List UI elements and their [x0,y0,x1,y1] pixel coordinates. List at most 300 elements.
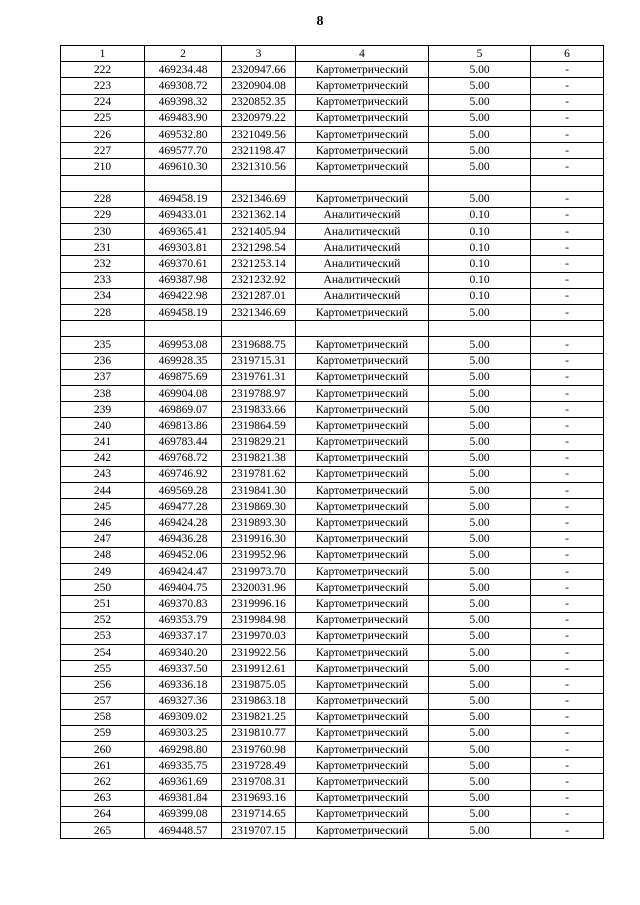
table-cell: 2321346.69 [222,191,296,207]
table-cell: 257 [61,693,145,709]
table-cell: 229 [61,207,145,223]
table-cell: - [531,580,604,596]
table-cell: - [531,823,604,839]
table-cell: - [531,774,604,790]
table-cell: 5.00 [429,159,531,175]
table-cell: 227 [61,143,145,159]
table-cell: 469399.08 [145,806,222,822]
table-cell: - [531,693,604,709]
table-cell: 232 [61,256,145,272]
column-header: 1 [61,46,145,62]
table-cell: - [531,742,604,758]
table-cell: 231 [61,240,145,256]
table-row [61,272,604,288]
table-cell: - [531,418,604,434]
table-cell: 252 [61,612,145,628]
table-cell: 469303.81 [145,240,222,256]
table-row [61,531,604,547]
table-cell: 263 [61,790,145,806]
table-row [61,126,604,142]
table-cell: 241 [61,434,145,450]
table-cell: - [531,288,604,304]
table-cell: Картометрический [296,531,429,547]
table-cell [145,175,222,191]
table-cell: 5.00 [429,466,531,482]
table-cell: - [531,62,604,78]
table-cell: 244 [61,483,145,499]
table-cell: 236 [61,353,145,369]
table-cell: 469370.83 [145,596,222,612]
table-cell: 2319841.30 [222,483,296,499]
table-cell: 469448.57 [145,823,222,839]
table-cell: 5.00 [429,402,531,418]
table-cell: 240 [61,418,145,434]
table-cell: 5.00 [429,774,531,790]
table-row [61,207,604,223]
table-cell: 0.10 [429,256,531,272]
table-cell: 262 [61,774,145,790]
page-number: 8 [316,14,324,29]
table-cell: - [531,434,604,450]
table-row [61,644,604,660]
table-cell: 469337.50 [145,661,222,677]
table-cell: 469327.36 [145,693,222,709]
table-cell: 245 [61,499,145,515]
column-header: 5 [429,46,531,62]
table-cell: - [531,402,604,418]
table-cell: 2319833.66 [222,402,296,418]
table-cell: 238 [61,385,145,401]
table-row [61,564,604,580]
table-cell: 469336.18 [145,677,222,693]
table-cell: Картометрический [296,402,429,418]
table-cell: 2319916.30 [222,531,296,547]
table-cell: 223 [61,78,145,94]
table-cell: - [531,78,604,94]
table-cell: Картометрический [296,693,429,709]
table-cell: 469433.01 [145,207,222,223]
table-cell: - [531,272,604,288]
table-cell: Аналитический [296,240,429,256]
table-row [61,628,604,644]
table-cell: Картометрический [296,677,429,693]
table-cell: 5.00 [429,612,531,628]
table-cell: 260 [61,742,145,758]
table-cell: 469424.28 [145,515,222,531]
table-cell: 469813.86 [145,418,222,434]
table-cell: 5.00 [429,742,531,758]
table-cell: 5.00 [429,644,531,660]
table-cell: Картометрический [296,385,429,401]
table-row [61,143,604,159]
table-cell: - [531,806,604,822]
table-cell: 265 [61,823,145,839]
table-cell: - [531,143,604,159]
table-cell: 5.00 [429,418,531,434]
column-header: 6 [531,46,604,62]
table-cell: 469365.41 [145,224,222,240]
table-cell: Картометрический [296,126,429,142]
table-cell: 2319829.21 [222,434,296,450]
table-cell: 469298.80 [145,742,222,758]
table-row [61,191,604,207]
table-cell: 0.10 [429,240,531,256]
table-cell: 469577.70 [145,143,222,159]
table-cell: 469381.84 [145,790,222,806]
table-cell: 2319912.61 [222,661,296,677]
table-cell: 5.00 [429,758,531,774]
table-cell: 249 [61,564,145,580]
table-cell [531,175,604,191]
table-cell: 5.00 [429,305,531,321]
table-row [61,547,604,563]
table-row [61,369,604,385]
table-cell: - [531,612,604,628]
table-cell: 2319973.70 [222,564,296,580]
table-cell: 242 [61,450,145,466]
table-cell: 469308.72 [145,78,222,94]
table-cell: 251 [61,596,145,612]
table-cell: Картометрический [296,790,429,806]
table-cell: - [531,515,604,531]
table-cell: 5.00 [429,823,531,839]
table-row [61,790,604,806]
table-cell: 222 [61,62,145,78]
table-cell: Аналитический [296,272,429,288]
table-cell: 2319984.98 [222,612,296,628]
table-cell: 5.00 [429,725,531,741]
table-cell: Картометрический [296,580,429,596]
table-cell: 2321232.92 [222,272,296,288]
table-row [61,62,604,78]
table-cell: - [531,126,604,142]
table-cell: - [531,466,604,482]
table-cell: 2319869.30 [222,499,296,515]
table-cell: - [531,191,604,207]
table-cell: Аналитический [296,256,429,272]
table-cell: Картометрический [296,612,429,628]
table-cell: 2319863.18 [222,693,296,709]
table-row [61,321,604,337]
table-cell: 2320947.66 [222,62,296,78]
table-cell: - [531,661,604,677]
table-cell: Картометрический [296,466,429,482]
table-cell: 2320904.08 [222,78,296,94]
table-cell: 469309.02 [145,709,222,725]
table-row [61,256,604,272]
table-cell [222,321,296,337]
table-cell: 2321198.47 [222,143,296,159]
table-cell: 239 [61,402,145,418]
table-cell: 2319715.31 [222,353,296,369]
table-cell: 255 [61,661,145,677]
table-cell: 469398.32 [145,94,222,110]
table-cell: 2319875.05 [222,677,296,693]
table-cell: 2319714.65 [222,806,296,822]
table-cell: Картометрический [296,62,429,78]
table-cell: 5.00 [429,596,531,612]
table-row [61,434,604,450]
table-cell: Картометрический [296,353,429,369]
table-row [61,612,604,628]
table-cell: 2321287.01 [222,288,296,304]
table-cell: 5.00 [429,434,531,450]
table-cell: 225 [61,110,145,126]
table-cell: Картометрический [296,596,429,612]
table-cell: 5.00 [429,709,531,725]
table-cell: 2320852.35 [222,94,296,110]
table-row [61,499,604,515]
table-cell: 230 [61,224,145,240]
table-cell: 469353.79 [145,612,222,628]
table-cell: - [531,790,604,806]
table-cell: - [531,644,604,660]
table-cell: - [531,110,604,126]
table-cell: Картометрический [296,110,429,126]
table-cell: 233 [61,272,145,288]
table-cell: 469610.30 [145,159,222,175]
table-cell: Картометрический [296,709,429,725]
table-cell: 254 [61,644,145,660]
table-cell: 469458.19 [145,305,222,321]
table-cell [429,175,531,191]
table-row [61,823,604,839]
table-cell: Картометрический [296,661,429,677]
table-cell: 5.00 [429,353,531,369]
table-row [61,288,604,304]
table-cell: 5.00 [429,483,531,499]
table-cell: 469768.72 [145,450,222,466]
table-row [61,774,604,790]
table-row [61,677,604,693]
table-cell: 2319708.31 [222,774,296,790]
table-cell: Картометрический [296,418,429,434]
table-cell: - [531,256,604,272]
table-row [61,402,604,418]
table-cell: Картометрический [296,742,429,758]
table-row [61,515,604,531]
table-cell: Картометрический [296,515,429,531]
table-cell: Картометрический [296,369,429,385]
table-cell: - [531,596,604,612]
table-cell: 469337.17 [145,628,222,644]
table-row [61,224,604,240]
table-cell: Картометрический [296,434,429,450]
table-cell: 5.00 [429,547,531,563]
table-cell: - [531,224,604,240]
table-cell: 469477.28 [145,499,222,515]
table-cell: 5.00 [429,628,531,644]
table-cell: 469458.19 [145,191,222,207]
table-cell: Картометрический [296,823,429,839]
table-cell: 469746.92 [145,466,222,482]
table-cell [296,175,429,191]
table-row [61,450,604,466]
table-cell: 256 [61,677,145,693]
table-cell: 2319781.62 [222,466,296,482]
table-cell: 469483.90 [145,110,222,126]
table-cell [429,321,531,337]
table-row [61,742,604,758]
table-cell: - [531,207,604,223]
table-cell: 0.10 [429,288,531,304]
table-row [61,305,604,321]
table-cell: Картометрический [296,159,429,175]
table-header-row [61,46,604,62]
table-cell: 469783.44 [145,434,222,450]
table-cell: 2320979.22 [222,110,296,126]
table-cell: Аналитический [296,207,429,223]
table-cell: - [531,709,604,725]
table-cell: 2319810.77 [222,725,296,741]
table-cell: Картометрический [296,78,429,94]
table-cell: 2321298.54 [222,240,296,256]
table-cell: - [531,369,604,385]
table-cell: Картометрический [296,337,429,353]
table-row [61,466,604,482]
table-row [61,580,604,596]
table-cell: 228 [61,305,145,321]
table-cell: 2319688.75 [222,337,296,353]
table-cell: 5.00 [429,369,531,385]
table-cell: - [531,547,604,563]
table-row [61,78,604,94]
table-cell: 261 [61,758,145,774]
table-cell: 469953.08 [145,337,222,353]
table-cell: Картометрический [296,191,429,207]
column-header: 2 [145,46,222,62]
table-cell: 2319707.15 [222,823,296,839]
table-cell: Картометрический [296,628,429,644]
table-cell: - [531,628,604,644]
table-cell: 5.00 [429,110,531,126]
table-cell: 469361.69 [145,774,222,790]
table-cell [61,175,145,191]
table-row [61,758,604,774]
table-cell: 250 [61,580,145,596]
table-cell: 264 [61,806,145,822]
table-cell: 243 [61,466,145,482]
table-cell: 247 [61,531,145,547]
table-cell: 2319761.31 [222,369,296,385]
table-cell: 2319970.03 [222,628,296,644]
table-cell: 248 [61,547,145,563]
table-cell: 5.00 [429,450,531,466]
table-cell: 469424.47 [145,564,222,580]
table-cell: 259 [61,725,145,741]
table-row [61,337,604,353]
table-cell: - [531,94,604,110]
table-cell [531,321,604,337]
table-cell: 469875.69 [145,369,222,385]
table-row [61,709,604,725]
table-row [61,725,604,741]
table-cell: 5.00 [429,661,531,677]
table-cell: 469234.48 [145,62,222,78]
table-cell: 2319760.98 [222,742,296,758]
table-cell [222,175,296,191]
table-cell: 469340.20 [145,644,222,660]
table-cell: - [531,337,604,353]
table-cell: 210 [61,159,145,175]
table-cell: - [531,450,604,466]
table-cell [61,321,145,337]
table-cell: Аналитический [296,224,429,240]
table-cell: Картометрический [296,499,429,515]
table-row [61,240,604,256]
table-cell: Картометрический [296,143,429,159]
table-cell: 469404.75 [145,580,222,596]
table-cell: 0.10 [429,207,531,223]
table-cell: 2319996.16 [222,596,296,612]
table-cell: Картометрический [296,806,429,822]
table-row [61,385,604,401]
table-cell: 2319922.56 [222,644,296,660]
table-row [61,159,604,175]
table-cell: - [531,483,604,499]
table-row [61,110,604,126]
table-cell: 2321049.56 [222,126,296,142]
table-row [61,94,604,110]
table-cell: 5.00 [429,790,531,806]
table-cell: 2321346.69 [222,305,296,321]
table-cell: 2321310.56 [222,159,296,175]
table-cell: Картометрический [296,305,429,321]
table-cell: - [531,240,604,256]
table-body [61,62,604,839]
table-cell: 469532.80 [145,126,222,142]
table-cell: 237 [61,369,145,385]
table-cell: Картометрический [296,483,429,499]
table-cell: 2319864.59 [222,418,296,434]
table-cell: 5.00 [429,191,531,207]
table-cell: - [531,305,604,321]
table-cell: 469422.98 [145,288,222,304]
table-cell: 234 [61,288,145,304]
table-cell: 224 [61,94,145,110]
table-cell: - [531,564,604,580]
table-cell: 5.00 [429,78,531,94]
table-cell: 2319693.16 [222,790,296,806]
table-cell: Картометрический [296,94,429,110]
table-cell: Картометрический [296,450,429,466]
table-cell: 5.00 [429,564,531,580]
table-cell: 228 [61,191,145,207]
table-row [61,596,604,612]
table-cell: 2321253.14 [222,256,296,272]
table-cell: Картометрический [296,564,429,580]
table-cell: - [531,758,604,774]
table-cell: 5.00 [429,531,531,547]
table-cell: 5.00 [429,806,531,822]
table-cell: 5.00 [429,385,531,401]
table-cell: 2320031.96 [222,580,296,596]
table-cell: 0.10 [429,272,531,288]
table-cell: 5.00 [429,337,531,353]
table-cell: 2319821.38 [222,450,296,466]
table-cell: 5.00 [429,94,531,110]
table-cell: 469904.08 [145,385,222,401]
table-row [61,483,604,499]
table-cell: - [531,725,604,741]
table-cell: 2319821.25 [222,709,296,725]
table-cell: 2319788.97 [222,385,296,401]
table-row [61,175,604,191]
table-cell: 226 [61,126,145,142]
table-cell [145,321,222,337]
table-cell: Картометрический [296,758,429,774]
table-cell: 469928.35 [145,353,222,369]
